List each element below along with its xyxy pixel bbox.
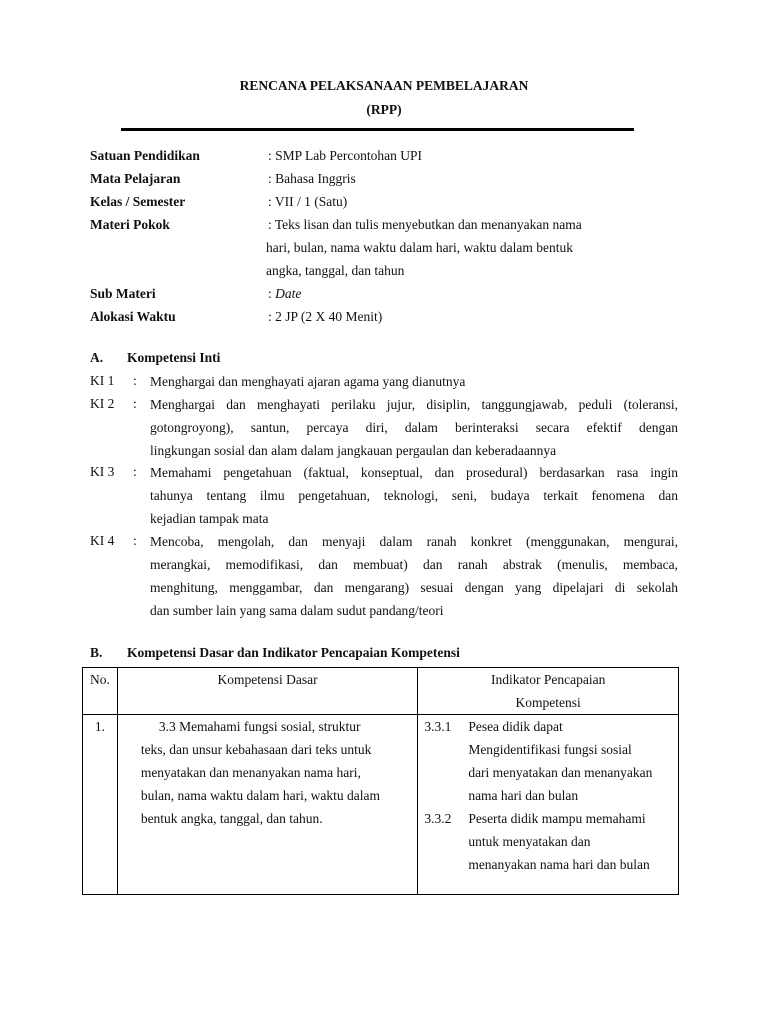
kd-line: bulan, nama waktu dalam hari, waktu dalam <box>140 788 380 803</box>
document-title: RENCANA PELAKSANAAN PEMBELAJARAN <box>239 78 529 93</box>
indicator-text <box>424 807 678 876</box>
indicator-line: Mengidentifikasi fungsi sosial <box>468 742 632 757</box>
kd-line: menyatakan dan menanyakan nama hari, <box>140 765 361 780</box>
indicator-line: untuk menyatakan dan <box>468 834 591 849</box>
document-subtitle: (RPP) <box>366 102 402 117</box>
sub-value: Date <box>275 286 302 301</box>
ki-line: dan sumber lain yang sama dalam sudut pandang/teori <box>150 603 444 618</box>
ki-text <box>150 396 678 465</box>
col-header-ipk-line: Indikator Pencapaian <box>490 672 606 687</box>
ki-line: lingkungan sosial dan alam dalam jangkauan pergaulan dan keberadaannya <box>150 443 557 458</box>
ki-text <box>150 464 678 533</box>
kd-ipk-table <box>82 667 679 895</box>
section-title: Kompetensi Inti <box>127 350 221 365</box>
indicator-line: dari menyatakan dan menanyakan <box>468 765 653 780</box>
ki-label: KI 4 <box>90 533 115 548</box>
indicator-code: 3.3.1 <box>424 719 452 734</box>
ki-text <box>150 533 678 625</box>
identity-value: : VII / 1 (Satu) <box>268 194 348 209</box>
identity-value: : Bahasa Inggris <box>268 171 356 186</box>
indicator-line: Peserta didik mampu memahami <box>468 811 646 826</box>
kd-line: bentuk angka, tanggal, dan tahun. <box>140 811 323 826</box>
indicator-text <box>424 715 678 807</box>
ki-text <box>150 373 678 396</box>
ki-line: tahunya tentang ilmu pengetahuan, teknologi, seni, budaya terkait fenomena dan <box>150 488 678 503</box>
section-title: Kompetensi Dasar dan Indikator Pencapaian Kompetensi <box>127 645 460 660</box>
table-header-row <box>83 668 679 715</box>
identity-label: Mata Pelajaran <box>90 171 181 186</box>
title-divider <box>121 128 634 131</box>
sub-colon: : <box>268 286 276 301</box>
identity-row-mapel <box>90 170 690 193</box>
indicator-code: 3.3.2 <box>424 811 452 826</box>
identity-block <box>90 147 690 331</box>
materi-line: angka, tanggal, dan tahun <box>266 263 405 278</box>
kd-text <box>118 715 418 830</box>
ki-line: menghitung, menggambar, dan mengarang) sesuai dengan yang dipelajari di sekolah <box>150 580 678 595</box>
ki-line: Mencoba, mengolah, dan menyaji dalam ranah konkret (menggunakan, mengurai, <box>150 534 678 549</box>
ki-line: gotongroyong), santun, percaya diri, dalam berinteraksi secara efektif dengan <box>150 420 678 435</box>
kd-cell <box>117 715 418 895</box>
ki-label: KI 3 <box>90 464 115 479</box>
identity-value <box>268 216 668 285</box>
indicator-line: menanyakan nama hari dan bulan <box>468 857 650 872</box>
identity-label: Alokasi Waktu <box>90 309 176 324</box>
col-header-ipk-line: Kompetensi <box>515 695 581 710</box>
ki-line: merangkai, memodifikasi, dan membuat) dan ranah abstrak (menulis, membaca, <box>150 557 678 572</box>
ki-line: Menghargai dan menghayati ajaran agama yang dianutnya <box>150 374 466 389</box>
col-header-ipk <box>418 668 679 715</box>
indicator-item <box>418 807 678 876</box>
ki-colon: : <box>133 373 137 388</box>
row-number-text: 1. <box>94 719 105 734</box>
identity-row-satuan <box>90 147 690 170</box>
identity-row-kelas <box>90 193 690 216</box>
section-number: A. <box>90 350 104 365</box>
ki-colon: : <box>133 533 137 548</box>
identity-label: Materi Pokok <box>90 217 170 232</box>
kd-line: teks, dan unsur kebahasaan dari teks untuk <box>140 742 372 757</box>
ki-label: KI 2 <box>90 396 115 411</box>
identity-label: Satuan Pendidikan <box>90 148 200 163</box>
col-header-no: No. <box>83 668 118 715</box>
identity-value <box>268 285 668 302</box>
ki-line: kejadian tampak mata <box>150 511 269 526</box>
ki-label: KI 1 <box>90 373 115 388</box>
identity-value: : 2 JP (2 X 40 Menit) <box>268 309 383 324</box>
ki-line: Menghargai dan menghayati perilaku jujur, disiplin, tanggungjawab, peduli (toleransi, <box>150 397 678 412</box>
materi-line: hari, bulan, nama waktu dalam hari, waktu dalam bentuk <box>266 240 574 255</box>
section-number: B. <box>90 645 103 660</box>
identity-label: Kelas / Semester <box>90 194 186 209</box>
table-row <box>83 715 679 895</box>
identity-row-materi <box>90 216 690 285</box>
kd-line: 3.3 Memahami fungsi sosial, struktur <box>158 719 361 734</box>
col-header-kd: Kompetensi Dasar <box>117 668 418 715</box>
identity-value: : SMP Lab Percontohan UPI <box>268 148 422 163</box>
ki-line: Memahami pengetahuan (faktual, konseptual, dan prosedural) berdasarkan rasa ingin <box>150 465 678 480</box>
row-number <box>83 715 118 895</box>
identity-row-alokasi <box>90 308 690 331</box>
ipk-cell <box>418 715 679 895</box>
identity-row-sub <box>90 285 690 308</box>
indicator-line: nama hari dan bulan <box>468 788 579 803</box>
indicator-line: Pesea didik dapat <box>468 719 563 734</box>
materi-line: : Teks lisan dan tulis menyebutkan dan menanyakan nama <box>268 217 582 232</box>
ki-colon: : <box>133 464 137 479</box>
ki-colon: : <box>133 396 137 411</box>
identity-label: Sub Materi <box>90 286 156 301</box>
indicator-item <box>418 715 678 807</box>
